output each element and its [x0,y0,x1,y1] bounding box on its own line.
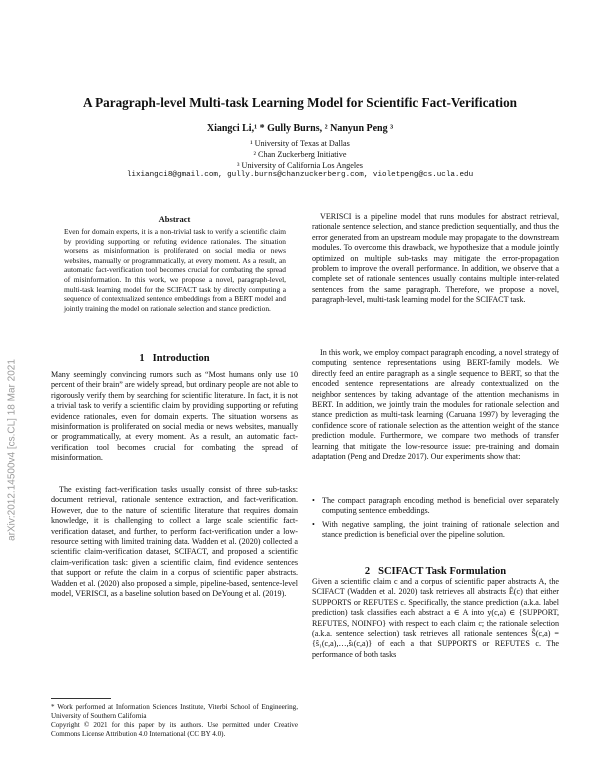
paper-title: A Paragraph-level Multi-task Learning Model for Scientific Fact-Verification [82,95,517,110]
footnote-divider [51,698,111,699]
abstract-heading: Abstract [158,214,191,224]
arxiv-stamp-text: arXiv:2012.14500v4 [cs.CL] 18 Mar 2021 [6,359,18,541]
arxiv-stamp [2,300,22,600]
footnote-affiliation: * Work performed at Information Sciences Institute, Viterbi School of Engineering, University of Southern California [51,703,298,720]
intro-paragraph-4: In this work, we employ compact paragraph encoding, a novel strategy of computing sentence representations using BERT-family models. We directly feed an entire paragraph as a single sequence to BERT, so that the encoded sentence representations are already contextualized on the neighbor sentences by taking advantage of the attention mechanisms in BERT. In addition, we jointly train the modules for rationale selection and stance prediction as multi-task learning (Caruana 1997) by leveraging the confidence score of rationale selection as the attention weight of the stance prediction module. Furthermore, we compare two methods of transfer learning that mitigate the low-resource issue: pre-training and domain adaptation (Peng and Dredze 2017). Our experiments show that: [312,348,559,462]
intro-paragraph-2: The existing fact-verification tasks usually consist of three sub-tasks: document retrieval, rationale sentence extraction, and fact-verification. However, due to the nature of scientific literature that requires domain knowledge, it is challenging to collect a large scale scientific fact-verification dataset, and further, to perform fact-verification under a low-resource setting with limited training data. Wadden et al. (2020) collected a scientific claim-verification dataset, SCIFACT, and proposed a scientific claim-verification task: given a scientific claim, find evidence sentences that support or refute the claim in a corpus of scientific paper abstracts. Wadden et al. (2020) also proposed a simple, pipeline-based, sentence-level model, VERISCI, as a baseline solution based on DeYoung et al. (2019). [51,485,298,599]
intro-paragraph-3: VERISCI is a pipeline model that runs modules for abstract retrieval, rationale sentence selection, and stance prediction sequentially, and thus the error generated from an upstream module may propagate to the downstream modules. To overcome this drawback, we hypothesize that a module jointly optimized on multiple sub-tasks may mitigate the error-propagation problem to improve the overall performance. In addition, we observe that a complete set of rationale sentences usually contains multiple inter-related sentences from the same paragraph. Therefore, we propose a novel, paragraph-level, multi-task learning model for the SCIFACT task. [312,212,559,305]
formulation-paragraph: Given a scientific claim c and a corpus of scientific paper abstracts A, the SCIFACT (Wadden et al. 2020) task retrieves all abstracts Ê(c) that either SUPPORTS or REFUTES c. Specifically, the stance prediction (a.k.a. label prediction) task classifies each abstract a ∈ A into y(c,a) ∈ {SUPPORT, REFUTES, NOINFO} with respect to each claim c; the rationale selection (a.k.a. sentence selection) task retrieves all rationale sentences Ŝ(c,a) = {ŝ₁(c,a),…,ŝₗ(c,a)} of each a that SUPPORTS or REFUTES c. The performance of both tasks [312,577,559,659]
author-list: Xiangci Li,¹ * Gully Burns, ² Nanyun Peng ³ [206,123,394,134]
section-number: 2 [364,566,371,577]
section-heading-introduction [51,353,298,364]
affiliation-3: ³ University of California Los Angeles [237,161,363,170]
section-number: 1 [139,353,145,364]
findings-list [312,496,559,544]
footnote-copyright: Copyright © 2021 for this paper by its authors. Use permitted under Creative Commons License Attribution 4.0 International (CC BY 4.0). [51,721,298,738]
list-item: • The compact paragraph encoding method is beneficial over separately computing sentence embeddings. [312,496,559,517]
footnotes [51,703,298,739]
section-heading-task-formulation [312,566,559,577]
affiliation-2: ² Chan Zuckerberg Initiative [253,150,347,159]
intro-paragraph-1: Many seemingly convincing rumors such as “Most humans only use 10 percent of their brain” are widely spread, but ordinary people are not able to rigorously verify them by searching for scientific literature. In fact, it is not a trivial task to verify a scientific claim by providing supporting or refuting evidence rationales, even for domain experts. The situation worsens as misinformation is proliferated on social media or news websites, manually or programmatically, at every moment. As a result, an automatic fact-verification tool becomes crucial for combating the spread of misinformation. [51,370,298,463]
section-title: Introduction [152,353,210,364]
section-title: SCIFACT Task Formulation [378,566,507,577]
author-emails: lixiangci8@gmail.com, gully.burns@chanzuckerberg.com, violetpeng@cs.ucla.edu [126,171,474,179]
abstract-text: Even for domain experts, it is a non-trivial task to verify a scientific claim by providing supporting or refuting evidence rationales. The situation worsens as misinformation is proliferated on social media or news websites, manually or programmatically, at every moment. As a result, an automatic fact-verification tool becomes crucial for combating the spread of misinformation. In this work, we propose a novel, paragraph-level, multi-task learning model for the SCIFACT task by directly computing a sequence of contextualized sentence embeddings from a BERT model and jointly training the model on rationale selection and stance prediction. [64,227,286,313]
list-item: • With negative sampling, the joint training of rationale selection and stance prediction is beneficial over the pipeline solution. [312,520,559,541]
affiliation-1: ¹ University of Texas at Dallas [250,139,350,148]
